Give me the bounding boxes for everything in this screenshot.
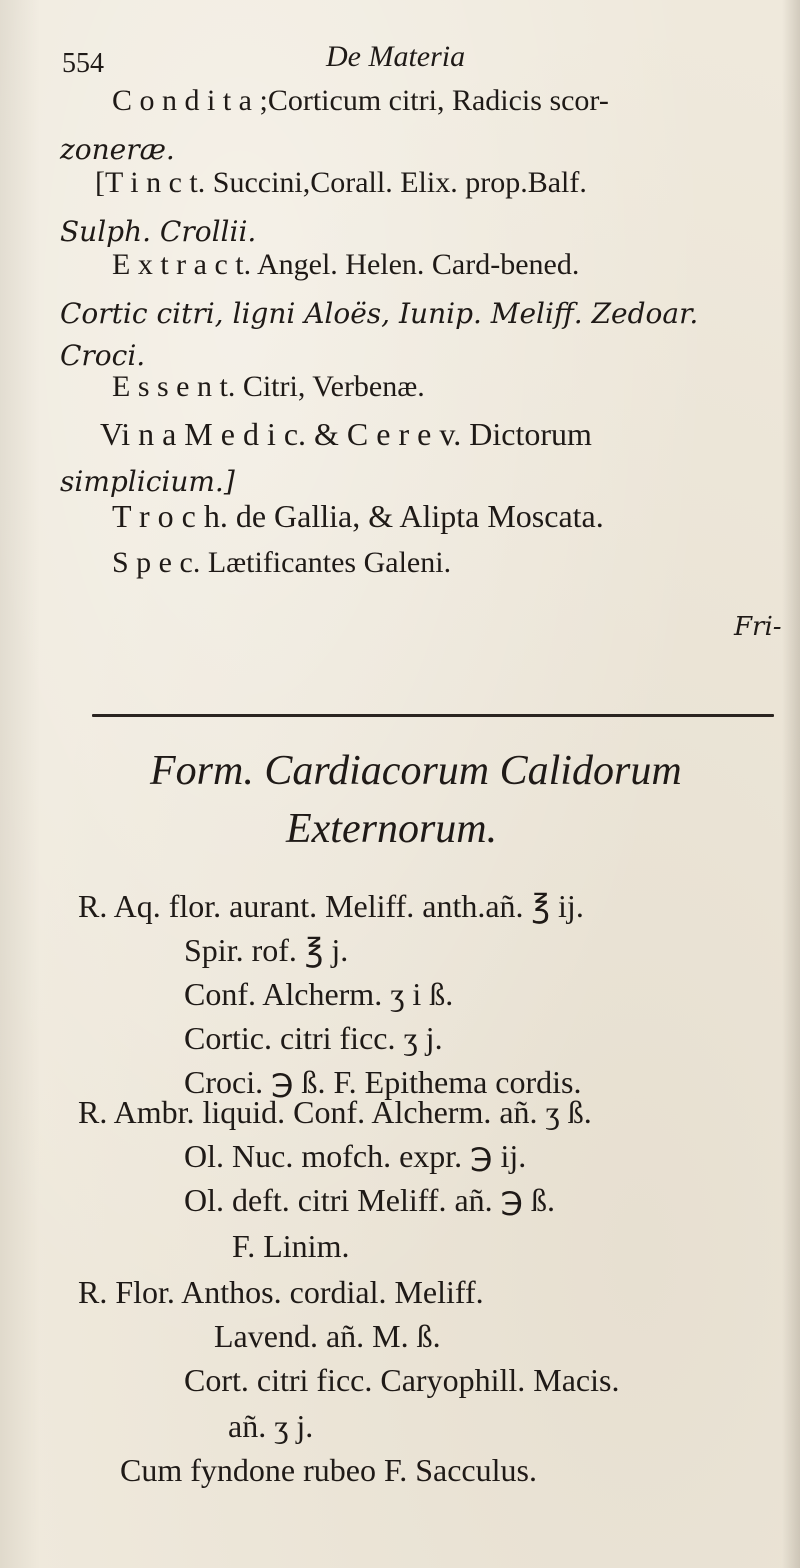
- section-divider: [92, 714, 774, 717]
- section-title: Form. Cardiacorum Calidorum: [150, 748, 682, 794]
- recipe-line: añ. ʒ j.: [228, 1408, 314, 1444]
- gutter-shadow: [0, 0, 40, 1568]
- recipe-line: Spir. rof. ℥ j.: [184, 932, 349, 968]
- recipe-line: R. Flor. Anthos. cordial. Meliff.: [78, 1274, 484, 1310]
- page-number: 554: [62, 48, 104, 79]
- text-line: [T i n c t. Succini,Corall. Elix. prop.Balf.: [95, 166, 587, 199]
- text-line: S p e c. Lætificantes Galeni.: [112, 546, 452, 579]
- recipe-line: Cum fyndone rubeo F. Sacculus.: [120, 1452, 537, 1488]
- recipe-line: R. Ambr. liquid. Conf. Alcherm. añ. ʒ ß.: [78, 1094, 592, 1130]
- recipe-line: R. Aq. flor. aurant. Meliff. anth.añ. ℥ ij.: [78, 888, 584, 924]
- recipe-line: F. Linim.: [232, 1228, 350, 1264]
- recipe-line: Ol. deft. citri Meliff. añ. ℈ ß.: [184, 1182, 555, 1218]
- recipe-line: Croci. ℈ ß. F. Epithema cordis.: [184, 1064, 582, 1100]
- text-line: Cortic citri, ligni Aloës, Iunip. Meliff. Zedoar.: [60, 297, 699, 330]
- text-line: Sulph. Crollii.: [60, 215, 257, 248]
- recipe-line: Ol. Nuc. mofch. expr. ℈ ij.: [184, 1138, 527, 1174]
- recipe-line: Lavend. añ. M. ß.: [214, 1318, 441, 1354]
- text-line: E s s e n t. Citri, Verbenæ.: [112, 370, 425, 403]
- text-line: E x t r a c t. Angel. Helen. Card-bened.: [112, 248, 580, 281]
- page-edge: [782, 0, 800, 1568]
- text-line: C o n d i t a ;Corticum citri, Radicis scor-: [112, 84, 609, 117]
- running-title: De Materia: [326, 40, 466, 73]
- text-line: Vi n a M e d i c. & C e r e v. Dictorum: [100, 416, 592, 452]
- section-title: Externorum.: [286, 806, 498, 852]
- recipe-line: Cort. citri ficc. Caryophill. Macis.: [184, 1362, 620, 1398]
- recipe-line: Cortic. citri ficc. ʒ j.: [184, 1020, 443, 1056]
- recipe-line: Conf. Alcherm. ʒ i ß.: [184, 976, 454, 1012]
- text-line: simplicium.]: [60, 465, 235, 498]
- text-line: Croci.: [60, 339, 146, 372]
- text-line: T r o c h. de Gallia, & Alipta Moscata.: [112, 498, 604, 534]
- text-line: zoneræ.: [60, 133, 175, 166]
- catchword: Fri-: [734, 612, 782, 642]
